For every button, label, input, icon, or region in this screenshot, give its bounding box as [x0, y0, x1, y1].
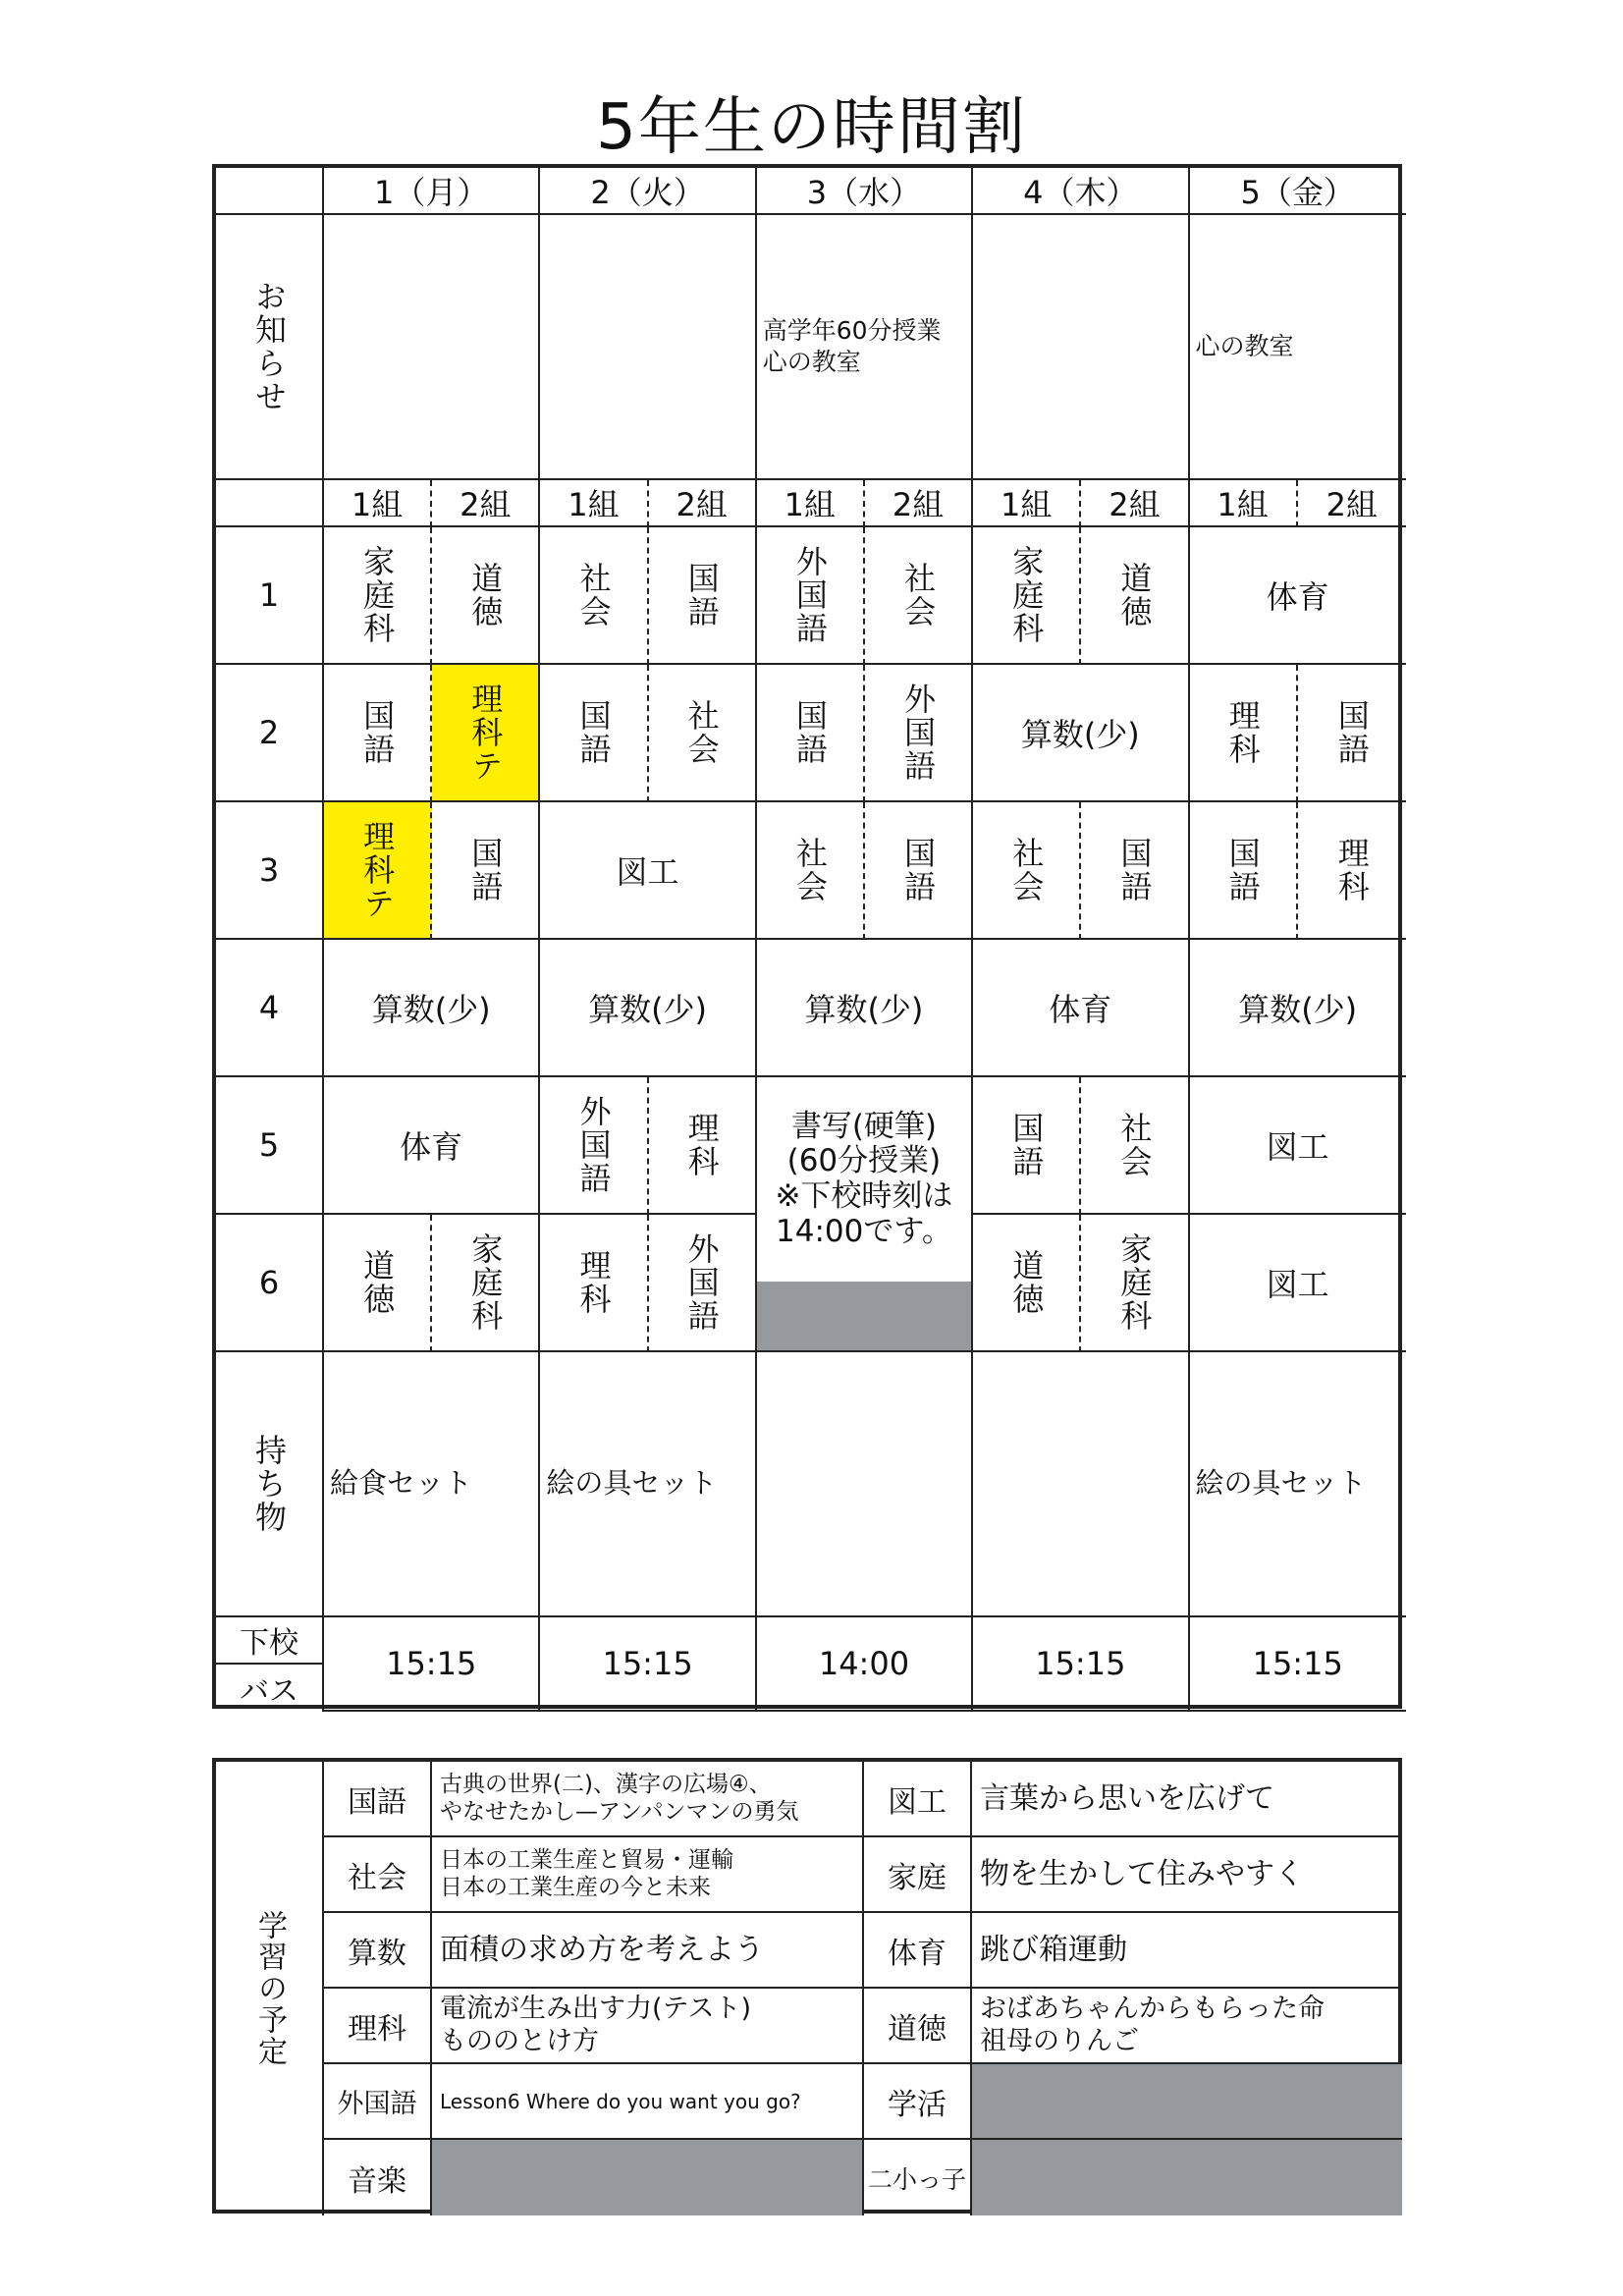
plan-content-shaded	[432, 2140, 864, 2215]
class-label-2: 2組	[1081, 480, 1189, 527]
subject-cell: 家庭科	[973, 527, 1081, 665]
day-header-wed: 3（水）	[757, 168, 973, 215]
page-title: 5年生の時間割	[596, 91, 1027, 164]
notice-fri: 心の教室	[1190, 215, 1406, 480]
subject-cell: 体育	[1190, 527, 1406, 665]
subject-cell-highlighted: 理科テ	[324, 802, 432, 940]
dismiss-time-wed: 14:00	[757, 1617, 973, 1712]
items-thu	[973, 1352, 1189, 1617]
subject-cell: 社会	[540, 527, 648, 665]
subject-cell: 国語	[1081, 802, 1189, 940]
period-number: 2	[216, 665, 324, 802]
day-header-tue: 2（火）	[540, 168, 756, 215]
subject-cell: 国語	[865, 802, 973, 940]
subject-cell: 家庭科	[432, 1215, 540, 1352]
class-label-corner	[216, 480, 324, 527]
subject-cell: 外国語	[540, 1077, 648, 1215]
period-number: 6	[216, 1215, 324, 1352]
items-label: 持ち物	[216, 1352, 324, 1617]
subject-cell: 国語	[1298, 665, 1406, 802]
subject-cell: 国語	[540, 665, 648, 802]
plan-content: 物を生かして住みやすく	[972, 1837, 1402, 1913]
subject-cell: 家庭科	[1081, 1215, 1189, 1352]
items-mon: 給食セット	[324, 1352, 540, 1617]
period-number: 4	[216, 940, 324, 1077]
subject-cell: 算数(少)	[540, 940, 756, 1077]
subject-cell: 算数(少)	[973, 665, 1189, 802]
plan-content-shaded	[972, 2064, 1402, 2140]
period-number: 3	[216, 802, 324, 940]
day-header-fri: 5（金）	[1190, 168, 1406, 215]
subject-cell: 理科	[1190, 665, 1298, 802]
items-tue: 絵の具セット	[540, 1352, 756, 1617]
subject-cell: 体育	[973, 940, 1189, 1077]
items-wed	[757, 1352, 973, 1617]
subject-cell: 体育	[324, 1077, 540, 1215]
plan-content: 跳び箱運動	[972, 1913, 1402, 1989]
dismiss-label: 下校	[216, 1617, 324, 1665]
notice-thu	[973, 215, 1189, 480]
dismiss-time-thu: 15:15	[973, 1617, 1189, 1712]
subject-cell-highlighted: 理科テ	[432, 665, 540, 802]
subject-cell: 道徳	[324, 1215, 432, 1352]
items-fri: 絵の具セット	[1190, 1352, 1406, 1617]
plan-subject: 国語	[324, 1762, 432, 1837]
plan-subject: 社会	[324, 1837, 432, 1913]
subject-cell: 家庭科	[324, 527, 432, 665]
subject-cell: 国語	[973, 1077, 1081, 1215]
notice-wed: 高学年60分授業 心の教室	[757, 215, 973, 480]
subject-cell: 理科	[649, 1077, 757, 1215]
class-label-1: 1組	[324, 480, 432, 527]
notice-mon	[324, 215, 540, 480]
subject-cell: 算数(少)	[1190, 940, 1406, 1077]
corner-cell	[216, 168, 324, 215]
plan-content: 電流が生み出す力(テスト) もののとけ方	[432, 1989, 864, 2064]
plan-subject: 体育	[864, 1913, 972, 1989]
dismiss-time-mon: 15:15	[324, 1617, 540, 1712]
subject-cell: 国語	[432, 802, 540, 940]
subject-cell: 国語	[649, 527, 757, 665]
dismiss-time-fri: 15:15	[1190, 1617, 1406, 1712]
wednesday-calligraphy-block	[757, 1077, 973, 1352]
subject-cell: 外国語	[757, 527, 865, 665]
subject-cell: 理科	[540, 1215, 648, 1352]
day-header-thu: 4（木）	[973, 168, 1189, 215]
plan-subject: 音楽	[324, 2140, 432, 2215]
period-number: 1	[216, 527, 324, 665]
subject-cell: 道徳	[432, 527, 540, 665]
subject-cell: 図工	[540, 802, 756, 940]
plan-subject: 外国語	[324, 2064, 432, 2140]
period-number: 5	[216, 1077, 324, 1215]
shaded-cell	[757, 1282, 971, 1350]
subject-cell: 社会	[865, 527, 973, 665]
dismiss-time-tue: 15:15	[540, 1617, 756, 1712]
subject-cell: 国語	[324, 665, 432, 802]
subject-cell: 算数(少)	[757, 940, 973, 1077]
class-label-2: 2組	[432, 480, 540, 527]
plan-subject: 図工	[864, 1762, 972, 1837]
notice-label: お知らせ	[216, 215, 324, 480]
plan-subject: 理科	[324, 1989, 432, 2064]
plan-subject: 家庭	[864, 1837, 972, 1913]
plan-content: 面積の求め方を考えよう	[432, 1913, 864, 1989]
subject-cell: 道徳	[1081, 527, 1189, 665]
subject-cell: 算数(少)	[324, 940, 540, 1077]
plan-content-shaded	[972, 2140, 1402, 2215]
bus-label: バス	[216, 1665, 324, 1712]
calligraphy-note: 書写(硬筆) (60分授業) ※下校時刻は 14:00です。	[775, 1108, 953, 1249]
class-label-1: 1組	[973, 480, 1081, 527]
plan-content: 言葉から思いを広げて	[972, 1762, 1402, 1837]
subject-cell: 国語	[1190, 802, 1298, 940]
class-label-1: 1組	[540, 480, 648, 527]
learning-plan-table	[212, 1758, 1402, 2214]
plan-content: 日本の工業生産と貿易・運輸 日本の工業生産の今と未来	[432, 1837, 864, 1913]
subject-cell: 社会	[1081, 1077, 1189, 1215]
subject-cell: 社会	[973, 802, 1081, 940]
class-label-2: 2組	[1298, 480, 1406, 527]
plan-subject: 学活	[864, 2064, 972, 2140]
plan-subject: 道徳	[864, 1989, 972, 2064]
class-label-2: 2組	[649, 480, 757, 527]
plan-label: 学習の予定	[216, 1762, 324, 2215]
plan-subject: 算数	[324, 1913, 432, 1989]
subject-cell: 外国語	[649, 1215, 757, 1352]
subject-cell: 外国語	[865, 665, 973, 802]
subject-cell: 道徳	[973, 1215, 1081, 1352]
subject-cell: 図工	[1190, 1215, 1406, 1352]
subject-cell: 社会	[757, 802, 865, 940]
class-label-1: 1組	[757, 480, 865, 527]
class-label-2: 2組	[865, 480, 973, 527]
plan-content: 古典の世界(二)、漢字の広場④、 やなせたかし—アンパンマンの勇気	[432, 1762, 864, 1837]
class-label-1: 1組	[1190, 480, 1298, 527]
plan-content: おばあちゃんからもらった命 祖母のりんご	[972, 1989, 1402, 2064]
plan-content: Lesson6 Where do you want you go?	[432, 2064, 864, 2140]
timetable	[212, 164, 1402, 1709]
notice-tue	[540, 215, 756, 480]
subject-cell: 国語	[757, 665, 865, 802]
day-header-mon: 1（月）	[324, 168, 540, 215]
subject-cell: 理科	[1298, 802, 1406, 940]
plan-subject: 二小っ子	[864, 2140, 972, 2215]
subject-cell: 社会	[649, 665, 757, 802]
subject-cell: 図工	[1190, 1077, 1406, 1215]
